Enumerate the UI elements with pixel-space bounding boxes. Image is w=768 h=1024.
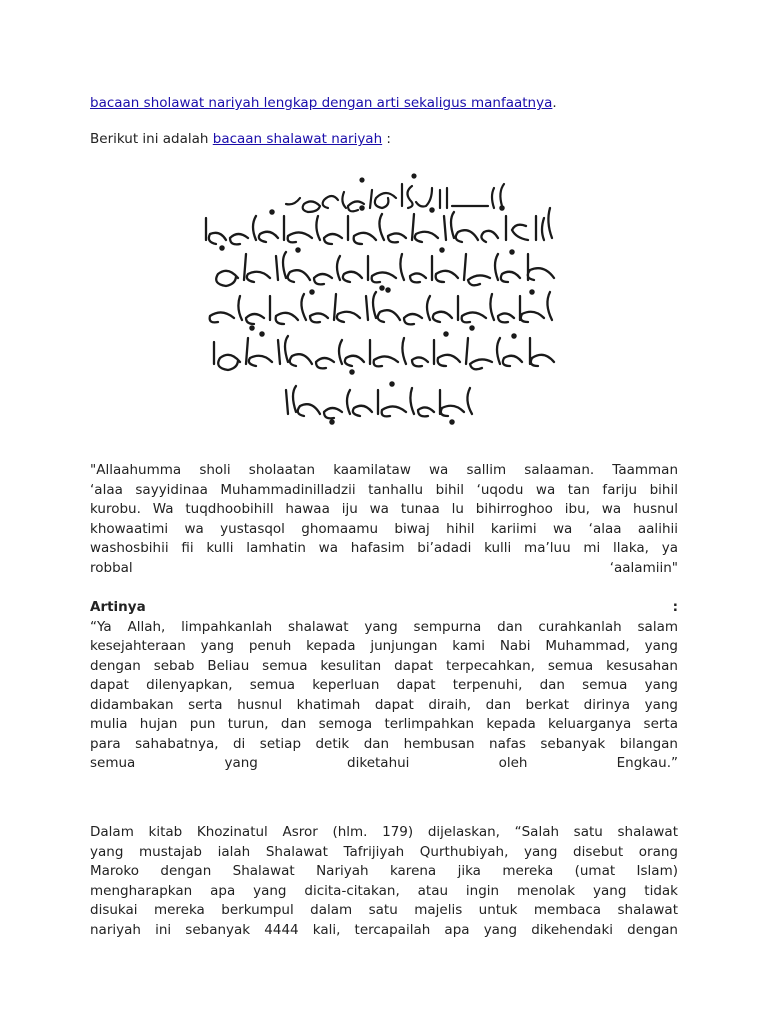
translation-section <box>90 598 678 774</box>
arabic-line-5 <box>286 382 472 423</box>
article-link-sholawat-nariyah-lengkap[interactable]: bacaan sholawat nariyah lengkap dengan arti sekaligus manfaatnya <box>90 95 553 111</box>
khozinatul-line: disukai mereka berkumpul dalam satu majelis untuk membaca shalawat <box>90 902 678 918</box>
transliteration-line: khowaatimi wa yustasqol ghomaamu biwaj hihil kariimi wa ‘alaa aalihii <box>90 520 678 537</box>
translation-line: mulia hujan pun turun, dan semoga terlimpahkan kepada keluarganya serta <box>90 716 678 732</box>
arabic-line-3 <box>210 288 552 329</box>
translation-heading: Artinya <box>90 599 146 615</box>
translation-line: semua yang diketahui oleh Engkau.” <box>90 755 678 771</box>
khozinatul-line: Maroko dengan Shalawat Nariyah karena jika mereka (umat Islam) <box>90 863 678 879</box>
lead-suffix: : <box>382 131 391 147</box>
translation-line: didambakan serta husnul khatimah dapat diraih, dan berkat dirinya yang <box>90 696 678 713</box>
intro-line <box>90 94 557 114</box>
khozinatul-line: yang mustajab ialah Shalawat Tafrijiyah Qurthubiyah, yang disebut orang <box>90 843 678 860</box>
arabic-line-1 <box>206 206 552 249</box>
translation-line: para sahabatnya, di setiap detik dan hembusan nafas sebanyak bilangan <box>90 735 678 752</box>
transliteration-line: ‘alaa sayyidinaa Muhammadinilladzii tanhallu bihil ‘uqodu wa tan fariju bihil <box>90 481 678 498</box>
transliteration-line: "Allaahumma sholi sholaatan kaamilataw wa sallim salaaman. Taamman <box>90 462 678 478</box>
translation-line: dapat dilenyapkan, semua keperluan dapat terpenuhi, dan semua yang <box>90 677 678 693</box>
link-bacaan-shalawat-nariyah[interactable]: bacaan shalawat nariyah <box>212 131 383 147</box>
translation-line: “Ya Allah, limpahkanlah shalawat yang sempurna dan curahkanlah salam <box>90 618 678 635</box>
translation-heading-row <box>90 598 678 618</box>
arabic-calligraphy-drawing <box>202 168 558 438</box>
arabic-line-2 <box>216 248 554 289</box>
khozinatul-line: nariyah ini sebanyak 4444 kali, tercapailah apa yang dikehendaki dengan <box>90 921 678 938</box>
transliteration-line: robbal ‘aalamiin" <box>90 559 678 576</box>
transliteration-line: washosbihii fii kulli lamhatin wa hafasim bi’adadi kulli ma’luu mi llaka, ya <box>90 540 678 556</box>
basmala-line <box>286 175 504 213</box>
khozinatul-line: mengharapkan apa yang dicita-citakan, atau ingin menolak yang tidak <box>90 882 678 899</box>
intro-suffix: . <box>552 95 557 111</box>
lead-line <box>90 130 391 150</box>
arabic-calligraphy-image <box>202 168 558 438</box>
translation-heading-colon: : <box>672 599 678 615</box>
lead-prefix: Berikut ini adalah <box>90 131 213 147</box>
khozinatul-paragraph <box>90 823 678 940</box>
arabic-line-4 <box>214 332 554 373</box>
translation-line: kesejahteraan yang penuh kepada junjungan kami Nabi Muhammad, yang <box>90 638 678 654</box>
transliteration-line: kurobu. Wa tuqdhoobihill hawaa iju wa tunaa lu bihirroghoo ibu, wa husnul <box>90 501 678 517</box>
transliteration-paragraph <box>90 461 678 578</box>
translation-line: dengan sebab Beliau semua kesulitan dapat terpecahkan, semua kesusahan <box>90 657 678 674</box>
khozinatul-line: Dalam kitab Khozinatul Asror (hlm. 179) dijelaskan, “Salah satu shalawat <box>90 824 678 840</box>
